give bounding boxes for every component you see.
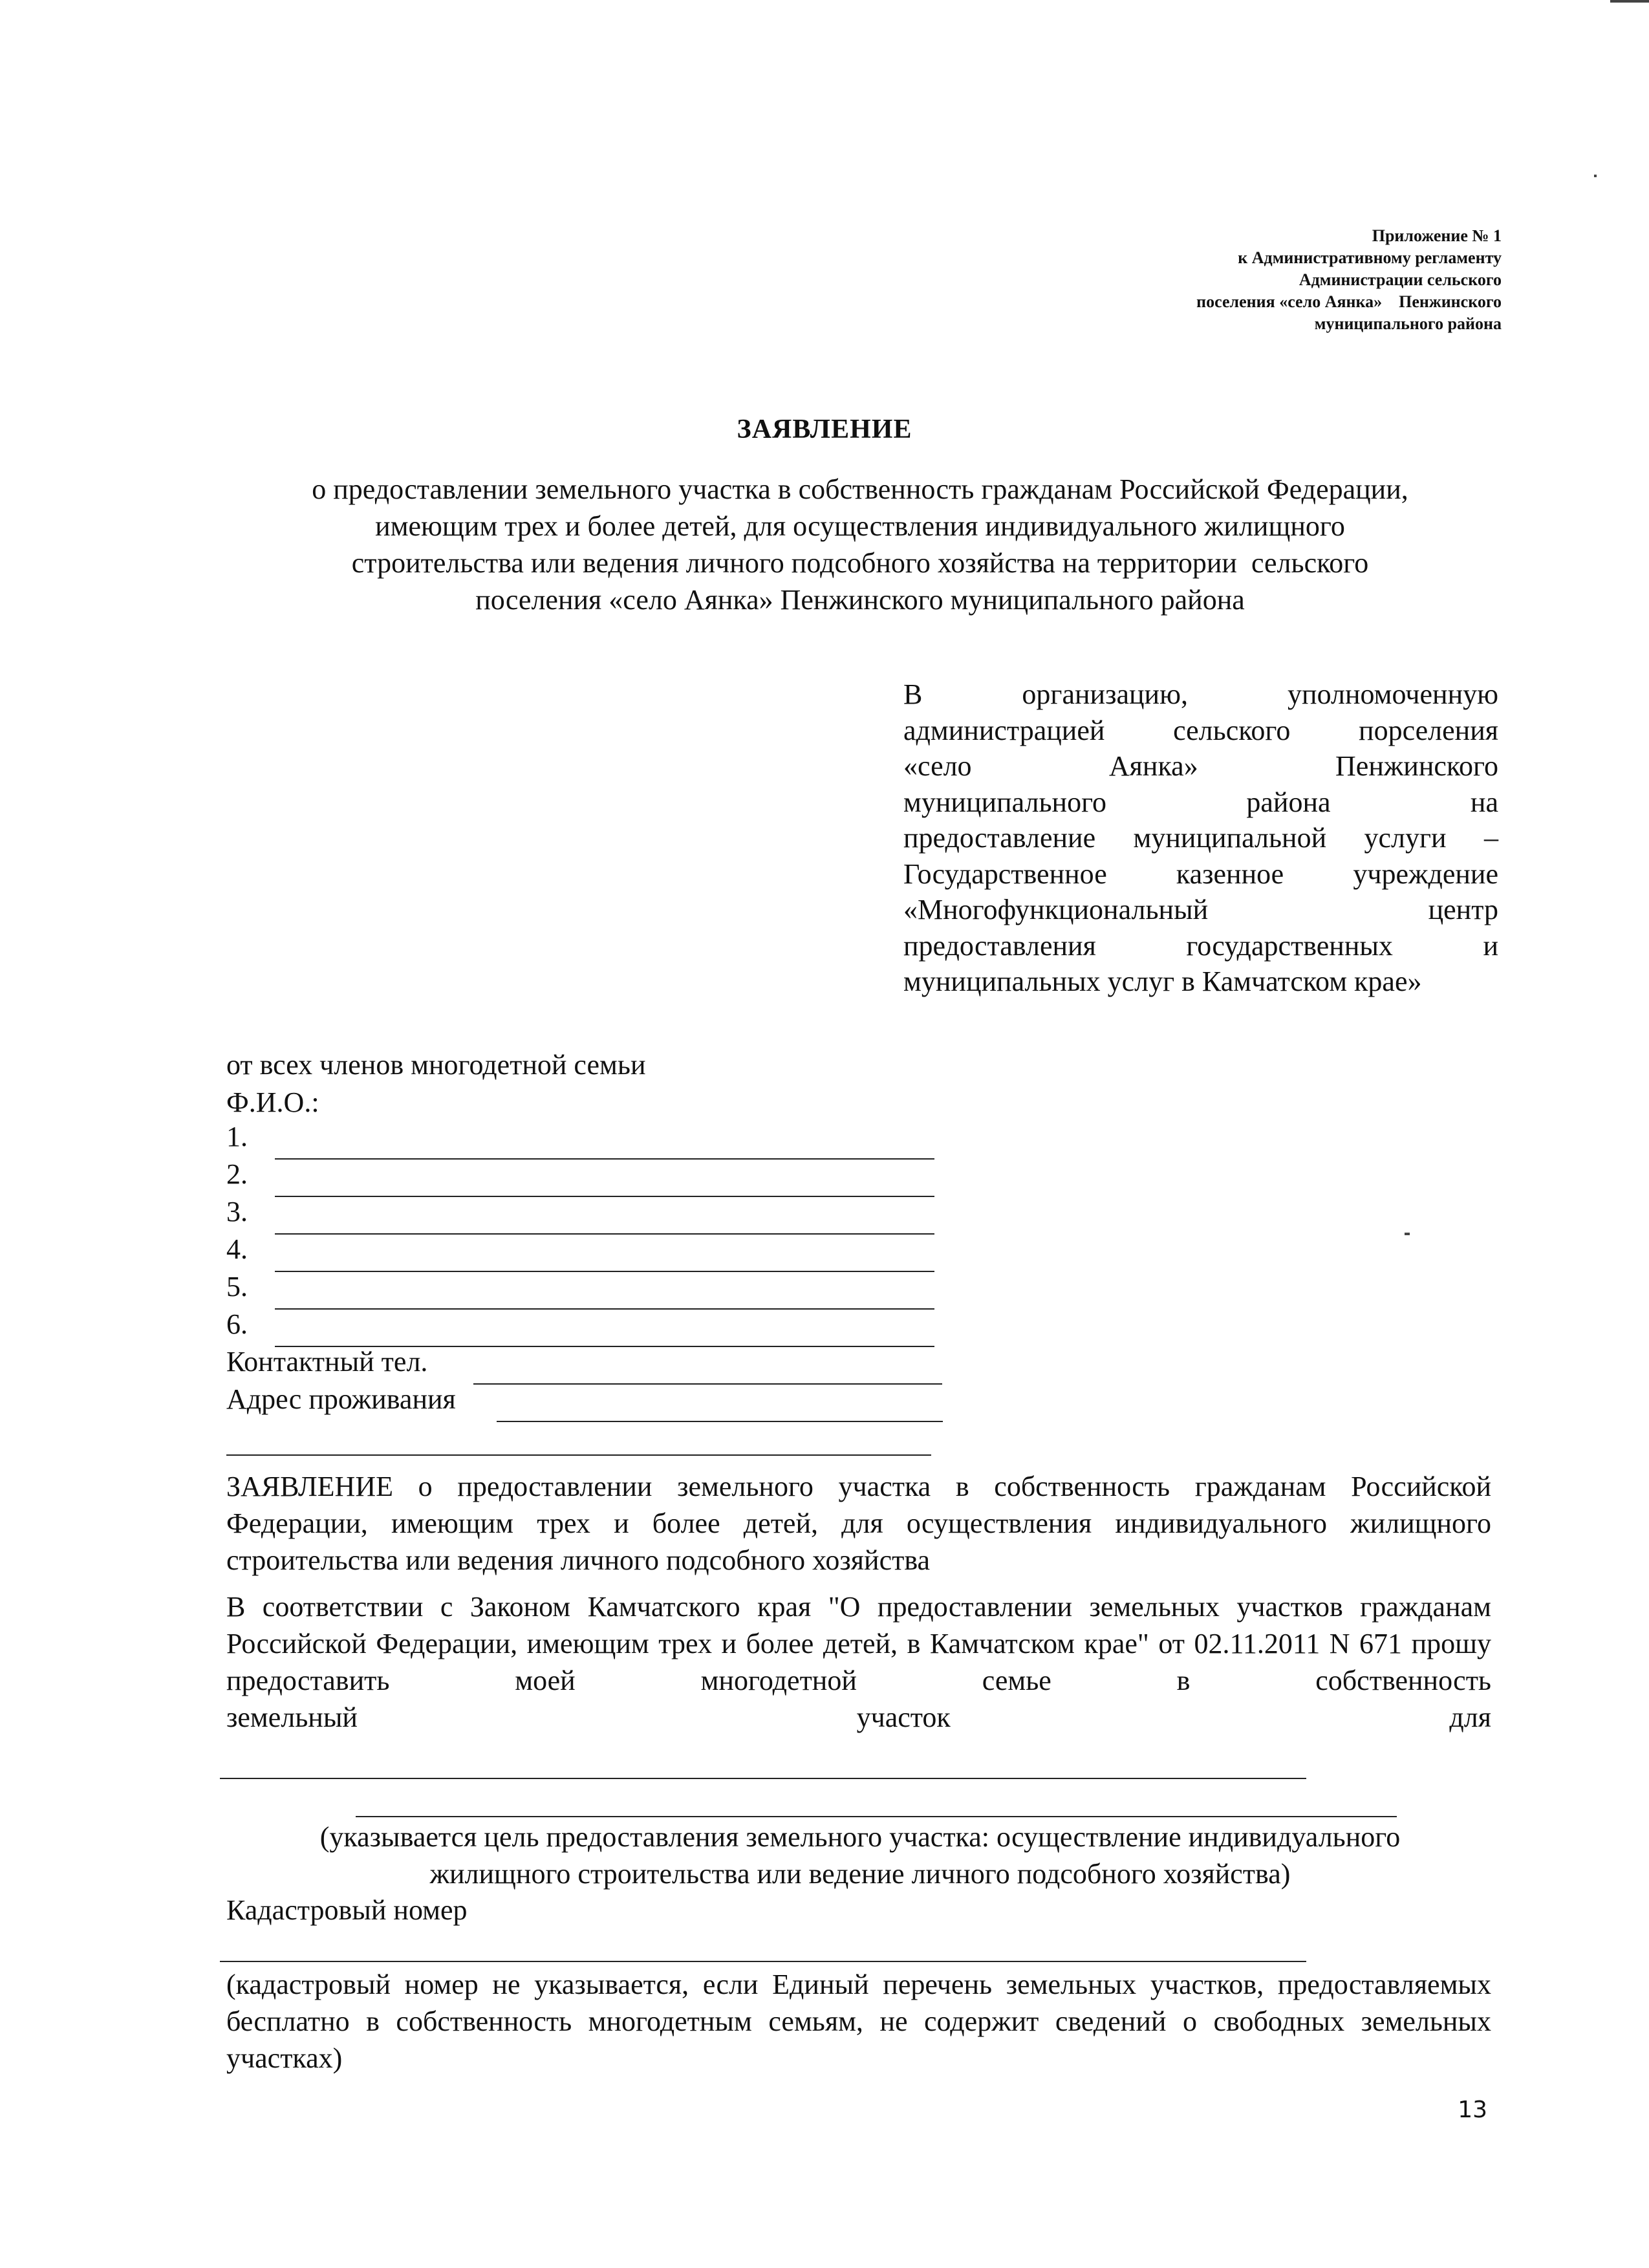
member-field-4[interactable] (275, 1271, 934, 1272)
address-label: Адрес проживания (226, 1383, 456, 1415)
address-field-continued[interactable] (226, 1454, 931, 1456)
statement-heading: ЗАЯВЛЕНИЕ о предоставлении земельного участка в собственность гражданам Российской Федерации, имеющим трех и более детей, для осуществления индивидуального жилищного строительства или ведения личного подсобного хозяйства (226, 1471, 1491, 1576)
member-field-5[interactable] (275, 1308, 934, 1310)
addressee-line: администрацией сельского порселения (903, 714, 1498, 746)
purpose-note-line: (указывается цель предоставления земельного участка: осуществление индивидуального (319, 1821, 1401, 1853)
subtitle-line: о предоставлении земельного участка в собственность гражданам Российской Федерации, (312, 473, 1408, 505)
member-number: 2. (226, 1158, 248, 1190)
cadastral-label: Кадастровый номер (226, 1894, 468, 1926)
member-number: 5. (226, 1271, 248, 1302)
purpose-note-line: жилищного строительства или ведение личного подсобного хозяйства) (429, 1858, 1291, 1890)
cadastral-note: (кадастровый номер не указывается, если Единый перечень земельных участков, предоставляемых бесплатно в собственность многодетным семьям, не содержит сведений о свободных земельных участках) (226, 1969, 1491, 2074)
member-row-5 (226, 1270, 248, 1303)
appendix-line: Приложение № 1 (1372, 226, 1502, 245)
member-field-1[interactable] (275, 1158, 934, 1160)
phone-row (226, 1345, 427, 1378)
scan-speck (1594, 175, 1597, 177)
document-subtitle (220, 471, 1500, 618)
member-field-3[interactable] (275, 1233, 934, 1235)
purpose-note (220, 1819, 1500, 1892)
statement-body: В соответствии с Законом Камчатского края "О предоставлении земельных участков гражданам Российской Федерации, имеющим трех и более детей, в Камчатском крае" от 02.11.2011 N 671 прошу предоставить моей многодетной семье в собственность (226, 1591, 1491, 1696)
purpose-field-continued[interactable] (356, 1816, 1397, 1817)
phone-field[interactable] (473, 1383, 942, 1385)
phone-label: Контактный тел. (226, 1346, 428, 1377)
member-row-1 (226, 1120, 248, 1153)
address-row (226, 1383, 456, 1416)
member-row-4 (226, 1233, 248, 1266)
member-field-2[interactable] (275, 1196, 934, 1197)
scan-speck (1405, 1233, 1410, 1235)
subtitle-line: поселения «село Аянка» Пенжинского муниципального района (475, 584, 1245, 616)
member-number: 1. (226, 1121, 248, 1152)
purpose-field[interactable] (220, 1778, 1306, 1779)
addressee-line: Государственное казенное учреждение (903, 858, 1498, 890)
addressee-line: В организацию, уполномоченную (903, 678, 1498, 710)
member-row-6 (226, 1308, 248, 1341)
appendix-line: поселения «село Аянка» Пенжинского (1196, 292, 1502, 311)
appendix-reference (1196, 225, 1502, 335)
addressee-line: муниципального района на (903, 786, 1498, 818)
member-number: 3. (226, 1196, 248, 1227)
subtitle-line: имеющим трех и более детей, для осуществления индивидуального жилищного (375, 510, 1345, 542)
from-label: от всех членов многодетной семьи (226, 1049, 646, 1081)
member-number: 6. (226, 1308, 248, 1340)
subtitle-line: строительства или ведения личного подсобного хозяйства на территории сельского (351, 547, 1369, 579)
member-row-2 (226, 1158, 248, 1191)
scan-mark (1610, 0, 1649, 3)
page-number: 13 (1458, 2097, 1487, 2123)
applicant-header (226, 1046, 645, 1121)
member-number: 4. (226, 1233, 248, 1265)
address-field[interactable] (497, 1421, 943, 1422)
fio-label: Ф.И.О.: (226, 1086, 319, 1118)
addressee-block (903, 676, 1498, 1000)
addressee-line: «Многофункциональный центр (903, 894, 1498, 925)
appendix-line: Администрации сельского (1299, 270, 1502, 289)
appendix-line: к Административному регламенту (1238, 248, 1502, 267)
appendix-line: муниципального района (1314, 314, 1502, 333)
addressee-line: предоставления государственных и (903, 929, 1498, 962)
statement-tail: земельный участок для (226, 1701, 1491, 1733)
addressee-line: предоставление муниципальной услуги – (903, 822, 1498, 854)
document-title: ЗАЯВЛЕНИЕ (737, 415, 912, 444)
cadastral-field[interactable] (220, 1961, 1306, 1962)
member-row-3 (226, 1195, 248, 1228)
addressee-line: муниципальных услуг в Камчатском крае» (903, 966, 1422, 997)
addressee-line: «село Аянка» Пенжинского (903, 750, 1498, 782)
